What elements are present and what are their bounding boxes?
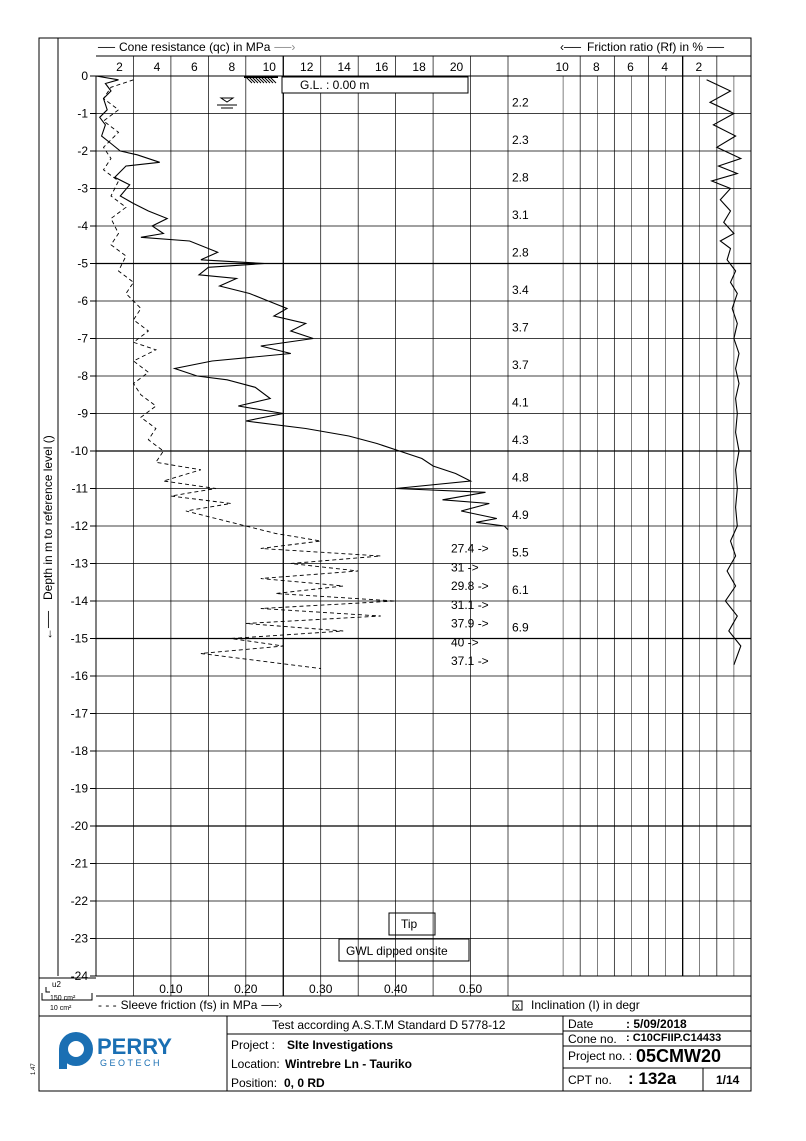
- offscale-qc-label: 31.1 ->: [451, 597, 489, 612]
- y-tick-label: -16: [70, 669, 88, 683]
- qc-tick-label: 6: [191, 60, 198, 74]
- rf-tick-label: 2: [695, 60, 703, 74]
- y-axis-label: Depth in m to reference level (): [41, 435, 55, 600]
- rf-value-label: 5.5: [512, 545, 529, 560]
- qc-tick-label: 12: [300, 60, 314, 74]
- friction-axis-title: ‹── Friction ratio (Rf) in % ──: [560, 40, 725, 54]
- y-tick-label: -23: [70, 931, 88, 946]
- legend-u2: u2: [52, 980, 61, 989]
- rf-tick-label: 4: [661, 60, 669, 74]
- y-tick-label: -12: [70, 519, 88, 533]
- fs-tick-label: 0.20: [234, 982, 258, 996]
- y-tick-label: -9: [77, 406, 88, 421]
- cone-no-label: Cone no.: [568, 1032, 617, 1046]
- friction-ratio-values: [512, 95, 529, 634]
- y-tick-label: 0: [81, 69, 88, 83]
- fs-axis-label: - - - Sleeve friction (fs) in MPa ──›: [98, 998, 283, 1012]
- y-tick-label: -22: [70, 894, 88, 908]
- y-tick-label: -6: [77, 294, 88, 308]
- y-axis-arrow: ←──: [41, 610, 55, 640]
- legend-10: 10 cm²: [50, 1005, 72, 1012]
- qc-line: [96, 76, 508, 530]
- y-tick-label: -11: [71, 481, 88, 496]
- logo-perry: PERRY: [97, 1034, 172, 1059]
- cone-no-value: : C10CFIIP.C14433: [626, 1032, 722, 1044]
- qc-tick-label: 10: [262, 60, 276, 74]
- y-tick-label: -2: [77, 144, 88, 158]
- rf-value-label: 3.7: [512, 357, 529, 372]
- y-tick-label: -15: [70, 631, 88, 646]
- position-label: Position:: [231, 1076, 278, 1090]
- y-ticks: [71, 69, 96, 983]
- perry-geotech-logo: [59, 1032, 172, 1069]
- y-tick-label: -5: [77, 256, 88, 271]
- fs-tick-label: 0.50: [458, 982, 483, 996]
- offscale-labels: [451, 542, 489, 669]
- rf-value-label: 3.1: [512, 207, 529, 222]
- rf-line: [707, 80, 741, 665]
- y-tick-label: -1: [77, 106, 88, 121]
- qc-tick-label: 18: [412, 60, 426, 74]
- y-tick-label: -10: [70, 444, 88, 458]
- rf-tick-label: 8: [592, 60, 600, 74]
- qc-tick-label: 2: [116, 60, 123, 74]
- rf-value-label: 2.3: [512, 132, 529, 147]
- location-value: Wintrebre Ln - Tauriko: [285, 1057, 413, 1071]
- project-label: Project :: [231, 1038, 276, 1052]
- rf-value-label: 2.8: [512, 245, 529, 260]
- y-tick-label: -7: [77, 331, 88, 346]
- fs-line: [104, 80, 396, 669]
- tip-label: Tip: [401, 917, 418, 931]
- fs-tick-label: 0.10: [159, 982, 183, 996]
- rf-value-label: 4.1: [512, 395, 529, 410]
- y-tick-label: -20: [70, 819, 88, 833]
- y-tick-label: -14: [70, 594, 88, 608]
- offscale-qc-label: 37.9 ->: [451, 616, 489, 631]
- project-no-value: 05CMW20: [636, 1046, 722, 1066]
- y-tick-label: -18: [70, 744, 88, 758]
- side-mark: 1.47: [31, 1063, 37, 1075]
- logo-geotech: GEOTECH: [100, 1058, 163, 1068]
- y-tick-label: -3: [77, 181, 88, 196]
- location-label: Location:: [231, 1057, 280, 1071]
- standard-text: Test according A.S.T.M Standard D 5778-12: [272, 1018, 506, 1032]
- grid: [96, 56, 751, 996]
- water-table-symbol: [217, 98, 237, 108]
- offscale-qc-label: 29.8 ->: [451, 579, 489, 593]
- y-tick-label: -8: [77, 369, 88, 383]
- rf-tick-label: 10: [555, 60, 569, 74]
- qc-tick-label: 4: [153, 60, 161, 74]
- y-tick-label: -4: [77, 219, 88, 233]
- rf-value-label: 2.8: [512, 170, 529, 185]
- project-value: SIte Investigations: [287, 1038, 394, 1052]
- page-number: 1/14: [716, 1073, 740, 1087]
- qc-tick-label: 16: [374, 60, 389, 74]
- cone-axis-title: ── Cone resistance (qc) in MPa ──›: [98, 40, 296, 54]
- rf-value-label: 3.4: [512, 282, 529, 297]
- date-value: : 5/09/2018: [626, 1017, 687, 1031]
- legend-150: 150 cm²: [50, 995, 76, 1002]
- qc-tick-label: 20: [449, 60, 464, 74]
- qc-tick-label: 8: [228, 60, 236, 74]
- offscale-qc-label: 37.1 ->: [451, 654, 489, 668]
- y-tick-label: -21: [70, 856, 88, 871]
- date-label: Date: [568, 1017, 594, 1031]
- y-tick-label: -13: [70, 556, 88, 571]
- rf-value-label: 2.2: [512, 95, 529, 110]
- cpt-no-label: CPT no.: [568, 1073, 612, 1087]
- area-legend: [39, 978, 96, 1012]
- rf-value-label: 3.7: [512, 320, 529, 335]
- rf-value-label: 4.8: [512, 470, 529, 485]
- position-value: 0, 0 RD: [284, 1076, 325, 1090]
- cpt-no-value: : 132a: [628, 1069, 677, 1088]
- fs-tick-label: 0.40: [383, 982, 408, 996]
- inclination-x: x: [515, 1001, 520, 1011]
- rf-value-label: 4.3: [512, 432, 529, 447]
- rf-tick-label: 6: [627, 60, 634, 74]
- y-tick-label: -24: [70, 969, 88, 983]
- rf-value-label: 4.9: [512, 507, 529, 522]
- project-no-label: Project no. :: [568, 1049, 633, 1063]
- gwl-label: GWL dipped onsite: [346, 944, 448, 958]
- data-series: [96, 76, 741, 669]
- offscale-qc-label: 27.4 ->: [451, 541, 489, 556]
- y-tick-label: -19: [70, 781, 88, 796]
- outer-frame: [39, 38, 751, 1091]
- qc-tick-label: 14: [337, 60, 351, 74]
- inclination-label: Inclination (I) in degr: [531, 998, 640, 1012]
- ground-level-marker: [244, 77, 468, 93]
- offscale-qc-label: 31 ->: [451, 560, 479, 575]
- offscale-qc-label: 40 ->: [451, 635, 479, 650]
- rf-value-label: 6.9: [512, 620, 529, 635]
- gl-label: G.L. : 0.00 m: [300, 78, 370, 92]
- y-tick-label: -17: [70, 706, 88, 721]
- fs-tick-label: 0.30: [309, 982, 333, 996]
- rf-value-label: 6.1: [512, 582, 529, 597]
